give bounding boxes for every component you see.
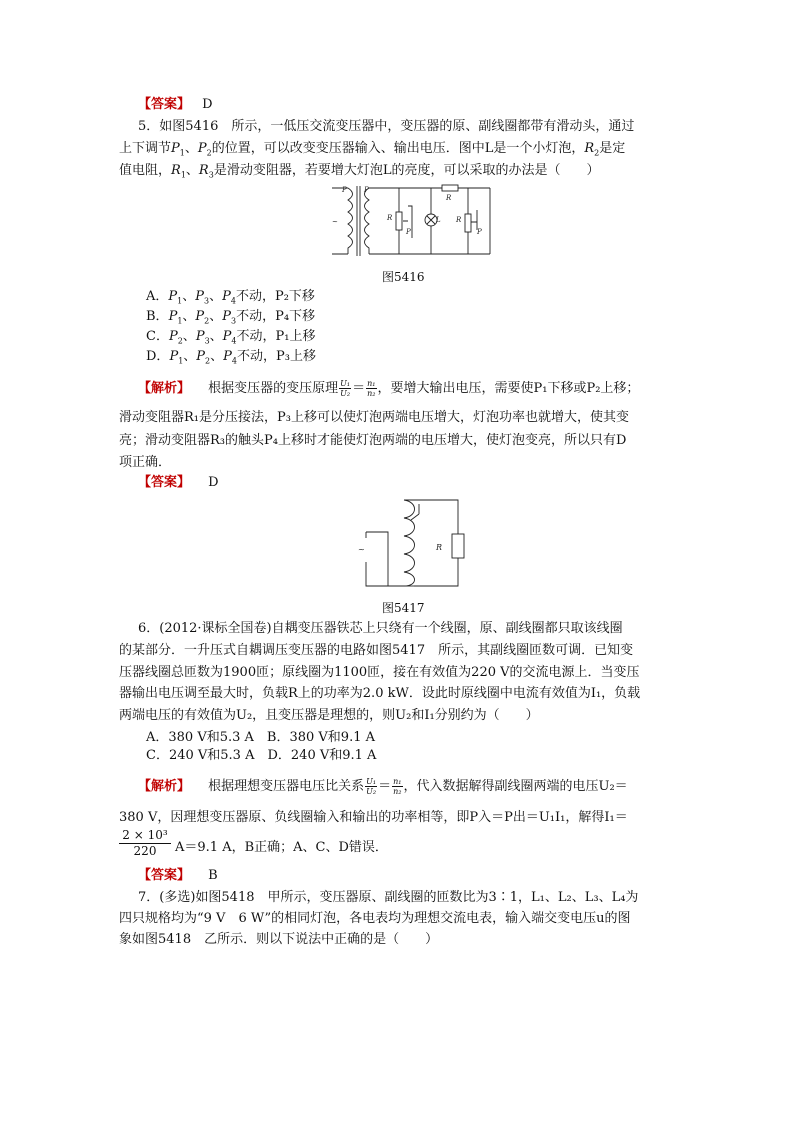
svg-text:R: R — [446, 194, 452, 202]
figure-5416-circuit — [330, 182, 500, 260]
q6-line-2: 的某部分．一升压式自耦调压变压器的电路如图5417 所示，其副线圈匝数可调．已知变 — [119, 643, 634, 658]
q5-line-2: 上下调节$P_1$、$P_2$的位置，可以改变变压器输入、输出电压．图中L是一个小灯泡，$R_2$是定 — [119, 141, 626, 158]
q6-line-3: 压器线圈总匝数为1900匝；原线圈为1100匝，接在有效值为220 V的交流电源上．当变压 — [119, 665, 640, 680]
svg-text:R: R — [456, 216, 462, 224]
answer-value: D — [202, 97, 213, 112]
q6-options-row-1: A．380 V和5.3 A B．380 V和9.1 A — [146, 730, 375, 745]
q5-option-b: B．$P_1$、$P_2$、$P_3$不动，P₄下移 — [146, 309, 316, 326]
figure-5417-circuit — [358, 494, 468, 596]
svg-text:~: ~ — [358, 545, 365, 554]
q7-line-2: 四只规格均为“9 V 6 W”的相同灯泡，各电表均为理想交流电表，输入端交变电压u的图 — [119, 911, 631, 926]
svg-text:~: ~ — [332, 218, 338, 226]
q6-analysis-line-3: A＝9.1 A，B正确；A、C、D错误． — [175, 840, 388, 855]
figure-5416-caption: 图5416 — [382, 270, 425, 284]
q5-option-c: C．$P_2$、$P_3$、$P_4$不动，P₁上移 — [146, 329, 316, 346]
q6-line-5: 两端电压的有效值为U₂，且变压器是理想的，则U₂和I₁分别约为（ ） — [119, 708, 539, 723]
svg-text:R: R — [436, 543, 443, 552]
q4-answer-line — [138, 95, 213, 115]
q6-analysis-line-2: 380 V，因理想变压器原、负线圈输入和输出的功率相等，即P入＝P出＝U₁I₁，解得I₁＝ — [119, 810, 628, 825]
q6-analysis-line-1: 【解析】 根据理想变压器电压比关系 $\frac{\text{U₁}}{\text{U₂}}$ ＝ $\frac{\text{n₁}}{\text{n₂}}$ ，代入数据解得副线圈两端的电压U₂＝ — [138, 777, 628, 796]
svg-text:P: P — [477, 228, 482, 236]
q5-analysis-line-3: 亮；滑动变阻器R₃的触头P₄上移时才能使灯泡两端的电压增大，使灯泡变亮，所以只有D — [119, 433, 627, 448]
svg-text:L: L — [436, 216, 441, 224]
q5-option-d: D．$P_1$、$P_2$、$P_4$不动，P₃上移 — [146, 349, 316, 366]
svg-text:R: R — [387, 214, 393, 222]
q6-line-1: 6．(2012·课标全国卷)自耦变压器铁芯上只绕有一个线圈，原、副线圈都只取该线圈 — [138, 621, 623, 636]
figure-5417-caption: 图5417 — [382, 601, 425, 615]
q7-line-1: 7．(多选)如图5418 甲所示，变压器原、副线圈的匝数比为3∶1，L₁、L₂、L₃、L₄为 — [138, 890, 639, 905]
q6-options-row-2: C．240 V和5.3 A D．240 V和9.1 A — [146, 748, 377, 763]
svg-text:P: P — [364, 186, 369, 194]
q6-line-4: 器输出电压调至最大时，负载R上的功率为2.0 kW．设此时原线圈中电流有效值为I₁，负载 — [119, 686, 641, 701]
q6-answer-line: 【答案】 B — [138, 868, 218, 883]
q5-answer-line: 【答案】 D — [138, 475, 219, 490]
q5-option-a: A．$P_1$、$P_3$、$P_4$不动，P₂下移 — [146, 289, 315, 306]
q5-line-1: 5．如图5416 所示，一低压交流变压器中，变压器的原、副线圈都带有滑动头，通过 — [138, 119, 635, 134]
q7-line-3: 象如图5418 乙所示．则以下说法中正确的是（ ） — [119, 932, 439, 947]
svg-text:P: P — [406, 228, 411, 236]
q5-analysis-line-4: 项正确． — [119, 455, 172, 470]
q5-line-3: 值电阻，$R_1$、$R_3$是滑动变阻器，若要增大灯泡L的亮度，可以采取的办法是（ ） — [119, 163, 600, 180]
q5-analysis-line-2: 滑动变阻器R₁是分压接法，P₃上移可以使灯泡两端电压增大，灯泡功率也就增大，使其变 — [119, 410, 629, 425]
svg-text:P: P — [342, 186, 347, 194]
q5-analysis-line-1: 【解析】 根据变压器的变压原理 $\frac{\text{U₁}}{\text{U₂}}$ ＝ $\frac{\text{n₁}}{\text{n₂}}$ ，要增大输出电压，需要使P₁下移或P₂上移； — [138, 379, 640, 398]
q6-fraction: 2 × 10³ 220 — [119, 828, 171, 859]
answer-tag: 【答案】 — [138, 97, 191, 112]
